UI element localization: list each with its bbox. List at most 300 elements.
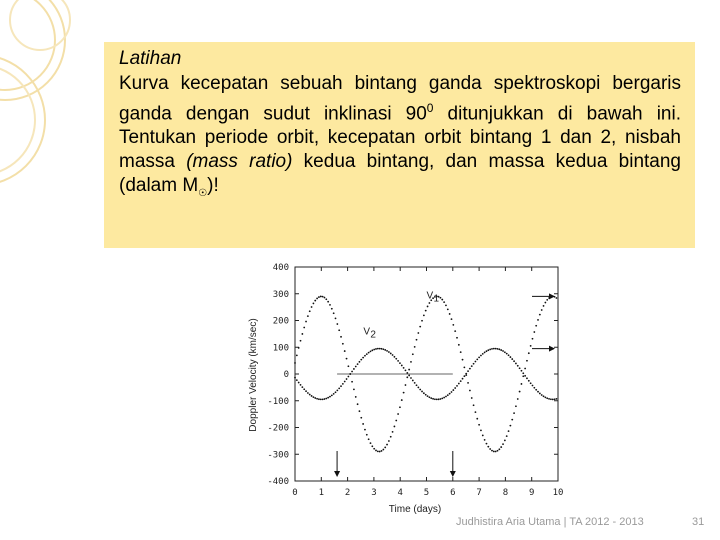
series-point-v2	[322, 398, 324, 400]
series-point-v2	[298, 382, 300, 384]
series-point-v1	[359, 410, 361, 412]
series-point-v2	[449, 393, 451, 395]
degree-superscript: 0	[426, 101, 434, 115]
series-point-v2	[476, 358, 478, 360]
series-point-v1	[381, 450, 383, 452]
series-point-v1	[458, 344, 460, 346]
series-point-v2	[552, 399, 554, 401]
exercise-title: Latihan	[119, 48, 182, 69]
series-point-v2	[408, 375, 410, 377]
series-point-v2	[482, 353, 484, 355]
series-point-v1	[412, 353, 414, 355]
series-point-v1	[351, 381, 353, 383]
series-point-v2	[436, 399, 438, 401]
series-point-v2	[368, 352, 370, 354]
series-point-v2	[445, 396, 447, 398]
series-point-v1	[320, 296, 322, 298]
series-point-v1	[427, 306, 429, 308]
series-point-v1	[399, 406, 401, 408]
series-point-v2	[399, 362, 401, 364]
y-tick-label: -300	[267, 450, 289, 461]
series-point-v2	[362, 357, 364, 359]
series-point-v2	[480, 355, 482, 357]
series-point-v2	[521, 370, 523, 372]
series-point-v1	[314, 300, 316, 302]
series-point-v1	[495, 451, 497, 453]
series-point-v1	[384, 447, 386, 449]
series-point-v1	[329, 304, 331, 306]
series-point-v1	[392, 431, 394, 433]
series-point-v2	[401, 365, 403, 367]
series-point-v1	[335, 317, 337, 319]
y-tick-label: 100	[272, 343, 289, 354]
series-point-v2	[355, 366, 357, 368]
series-point-v1	[509, 425, 511, 427]
series-point-v1	[375, 450, 377, 452]
series-point-v1	[498, 448, 500, 450]
series-label-v2: V	[363, 326, 371, 338]
series-point-v2	[320, 399, 322, 401]
series-point-v1	[313, 303, 315, 305]
series-point-v1	[484, 439, 486, 441]
series-point-v1	[526, 360, 528, 362]
series-point-v1	[491, 450, 493, 452]
series-point-v1	[357, 403, 359, 405]
series-point-v2	[311, 395, 313, 397]
series-point-v1	[405, 384, 407, 386]
series-point-v1	[451, 318, 453, 320]
series-point-v2	[305, 390, 307, 392]
series-point-v2	[414, 382, 416, 384]
series-point-v1	[322, 296, 324, 298]
series-point-v2	[333, 393, 335, 395]
series-point-v2	[382, 348, 384, 350]
y-tick-label: 0	[283, 370, 289, 380]
series-point-v1	[425, 310, 427, 312]
series-point-v2	[524, 375, 526, 377]
series-point-v2	[423, 392, 425, 394]
series-point-v2	[487, 349, 489, 351]
series-point-v2	[394, 356, 396, 358]
decorative-rings	[0, 0, 100, 200]
x-tick-label: 7	[476, 488, 482, 498]
series-point-v2	[495, 348, 497, 350]
series-point-v2	[500, 349, 502, 351]
series-point-v2	[405, 369, 407, 371]
x-tick-label: 4	[397, 488, 403, 498]
series-point-v2	[347, 376, 349, 378]
series-point-v1	[443, 301, 445, 303]
series-point-v1	[533, 331, 535, 333]
series-point-v2	[421, 391, 423, 393]
series-point-v1	[421, 320, 423, 322]
series-point-v2	[511, 358, 513, 360]
series-point-v1	[504, 440, 506, 442]
exercise-text-part1: Kurva kecepatan sebuah bintang ganda spektroskopi bergaris ganda dengan sudut inklinasi 90	[119, 73, 681, 125]
series-point-v1	[416, 339, 418, 341]
x-tick-label: 2	[344, 488, 351, 498]
series-point-v2	[546, 397, 548, 399]
series-point-v2	[379, 348, 381, 350]
series-point-v1	[528, 352, 530, 354]
series-point-v2	[386, 350, 388, 352]
series-point-v2	[377, 348, 379, 350]
exercise-callout	[104, 42, 695, 248]
series-label-v1: V	[426, 290, 434, 302]
series-point-v1	[309, 310, 311, 312]
y-tick-label: 300	[272, 289, 289, 300]
series-point-v2	[432, 398, 434, 400]
series-point-v1	[353, 389, 355, 391]
series-point-v2	[478, 356, 480, 358]
series-point-v1	[445, 304, 447, 306]
series-point-v1	[521, 383, 523, 385]
series-point-v1	[403, 392, 405, 394]
arrow-right-head	[549, 346, 555, 352]
exercise-text	[119, 72, 681, 206]
series-point-v1	[340, 336, 342, 338]
series-point-v2	[416, 384, 418, 386]
series-point-v2	[533, 387, 535, 389]
series-point-v1	[301, 333, 303, 335]
series-point-v1	[338, 329, 340, 331]
series-point-v1	[303, 327, 305, 329]
series-point-v2	[300, 384, 302, 386]
series-point-v2	[340, 385, 342, 387]
series-point-v2	[509, 356, 511, 358]
series-point-v1	[336, 323, 338, 325]
series-point-v2	[342, 383, 344, 385]
series-point-v2	[434, 398, 436, 400]
series-point-v2	[460, 380, 462, 382]
series-point-v2	[316, 398, 318, 400]
series-point-v1	[300, 340, 302, 342]
series-point-v1	[347, 365, 349, 367]
x-axis-label: Time (days)	[388, 504, 442, 515]
series-point-v1	[305, 321, 307, 323]
x-tick-label: 1	[318, 488, 325, 498]
series-point-v2	[504, 351, 506, 353]
series-point-v2	[336, 389, 338, 391]
series-point-v2	[307, 392, 309, 394]
series-point-v2	[530, 382, 532, 384]
series-point-v1	[469, 390, 471, 392]
series-point-v1	[467, 382, 469, 384]
series-point-v1	[482, 435, 484, 437]
series-point-v1	[333, 312, 335, 314]
series-point-v2	[346, 378, 348, 380]
mass-ratio-italic: (mass ratio)	[186, 151, 293, 173]
series-point-v1	[447, 308, 449, 310]
series-subscript-v2: 2	[370, 329, 376, 341]
series-point-v1	[373, 448, 375, 450]
series-point-v2	[406, 372, 408, 374]
series-point-v2	[554, 398, 556, 400]
series-point-v2	[473, 363, 475, 365]
series-point-v2	[452, 389, 454, 391]
series-point-v1	[342, 343, 344, 345]
series-point-v2	[359, 361, 361, 363]
series-point-v1	[414, 346, 416, 348]
series-point-v2	[497, 348, 499, 350]
series-point-v1	[456, 337, 458, 339]
series-point-v1	[366, 434, 368, 436]
series-point-v1	[522, 375, 524, 377]
series-point-v1	[502, 443, 504, 445]
series-point-v1	[401, 399, 403, 401]
series-point-v2	[489, 349, 491, 351]
series-point-v2	[430, 397, 432, 399]
series-point-v2	[543, 395, 545, 397]
series-point-v2	[484, 352, 486, 354]
series-point-v1	[388, 440, 390, 442]
series-point-v2	[371, 349, 373, 351]
series-point-v2	[508, 354, 510, 356]
solar-mass-subscript: ☉	[198, 188, 208, 200]
series-point-v1	[360, 417, 362, 419]
footer-credit: Judhistira Aria Utama | TA 2012 - 2013	[456, 516, 644, 528]
series-point-v1	[397, 413, 399, 415]
series-point-v1	[364, 429, 366, 431]
series-point-v2	[550, 398, 552, 400]
arrow-right-head	[549, 293, 555, 299]
series-point-v2	[506, 353, 508, 355]
series-point-v1	[386, 444, 388, 446]
series-point-v2	[535, 389, 537, 391]
series-point-v2	[364, 355, 366, 357]
series-point-v2	[440, 398, 442, 400]
slide-number: 31	[692, 516, 705, 528]
x-tick-label: 5	[423, 488, 430, 498]
series-point-v1	[382, 449, 384, 451]
series-point-v2	[451, 391, 453, 393]
series-point-v2	[469, 368, 471, 370]
series-point-v2	[537, 391, 539, 393]
series-point-v2	[465, 373, 467, 375]
series-point-v1	[294, 362, 296, 364]
series-point-v2	[325, 398, 327, 400]
series-point-v1	[370, 442, 372, 444]
series-point-v1	[394, 426, 396, 428]
y-tick-label: 200	[272, 316, 289, 327]
series-point-v2	[338, 387, 340, 389]
series-point-v1	[519, 391, 521, 393]
series-point-v1	[460, 351, 462, 353]
series-point-v1	[471, 397, 473, 399]
series-point-v1	[298, 347, 300, 349]
x-tick-label: 3	[371, 488, 377, 498]
series-point-v1	[480, 429, 482, 431]
series-point-v2	[318, 398, 320, 400]
series-point-v2	[375, 348, 377, 350]
x-tick-label: 9	[528, 488, 535, 498]
series-point-v2	[548, 398, 550, 400]
series-point-v2	[344, 381, 346, 383]
series-point-v2	[351, 371, 353, 373]
series-point-v1	[524, 368, 526, 370]
series-point-v2	[427, 395, 429, 397]
series-point-v2	[454, 387, 456, 389]
series-point-v2	[528, 380, 530, 382]
series-point-v1	[423, 314, 425, 316]
arrow-down-head	[450, 471, 456, 477]
series-point-v2	[301, 386, 303, 388]
series-point-v1	[508, 430, 510, 432]
series-point-v1	[331, 308, 333, 310]
series-point-v1	[486, 443, 488, 445]
series-point-v1	[513, 412, 515, 414]
series-point-v1	[355, 396, 357, 398]
y-tick-label: -400	[267, 477, 289, 487]
series-point-v2	[498, 348, 500, 350]
exercise-text-part2: ditunjukkan di bawah ini. Tentukan periode orbit, kecepatan orbit bintang 1 dan 2, nisbah massa	[119, 103, 681, 173]
series-point-v2	[395, 358, 397, 360]
series-point-v1	[543, 305, 545, 307]
series-point-v2	[309, 394, 311, 396]
series-point-v1	[449, 313, 451, 315]
series-point-v2	[412, 380, 414, 382]
series-point-v2	[526, 377, 528, 379]
series-point-v2	[517, 365, 519, 367]
series-point-v2	[425, 394, 427, 396]
series-point-v1	[454, 330, 456, 332]
x-tick-label: 8	[502, 488, 509, 498]
y-tick-label: 400	[272, 263, 289, 273]
series-point-v1	[497, 450, 499, 452]
series-point-v2	[502, 350, 504, 352]
series-point-v1	[544, 302, 546, 304]
series-point-v1	[452, 324, 454, 326]
series-point-v1	[377, 450, 379, 452]
series-point-v1	[417, 332, 419, 334]
series-point-v1	[539, 314, 541, 316]
series-point-v1	[517, 398, 519, 400]
series-point-v2	[515, 363, 517, 365]
series-point-v2	[349, 373, 351, 375]
series-point-v2	[390, 353, 392, 355]
series-point-v2	[335, 391, 337, 393]
series-point-v1	[463, 366, 465, 368]
series-point-v2	[417, 387, 419, 389]
series-point-v2	[294, 377, 296, 379]
series-point-v2	[366, 353, 368, 355]
series-point-v2	[539, 393, 541, 395]
series-point-v2	[329, 396, 331, 398]
series-point-v1	[530, 345, 532, 347]
series-point-v1	[296, 354, 298, 356]
series-point-v2	[456, 385, 458, 387]
series-point-v1	[307, 315, 309, 317]
series-point-v2	[360, 359, 362, 361]
series-point-v2	[475, 361, 477, 363]
series-point-v2	[541, 394, 543, 396]
series-point-v1	[390, 436, 392, 438]
series-point-v1	[362, 423, 364, 425]
series-point-v1	[515, 405, 517, 407]
series-point-v2	[303, 388, 305, 390]
series-point-v1	[535, 325, 537, 327]
series-point-v1	[493, 451, 495, 453]
series-point-v1	[395, 420, 397, 422]
series-point-v1	[318, 296, 320, 298]
series-point-v1	[487, 446, 489, 448]
series-point-v2	[381, 348, 383, 350]
series-subscript-v1: 1	[433, 293, 440, 305]
series-point-v1	[410, 361, 412, 363]
series-point-v1	[311, 306, 313, 308]
series-point-v1	[440, 297, 442, 299]
series-point-v1	[511, 419, 513, 421]
series-point-v1	[478, 424, 480, 426]
series-point-v2	[392, 354, 394, 356]
series-point-v1	[371, 445, 373, 447]
exercise-text-part3: kedua bintang, dan massa kedua bintang (dalam M	[119, 151, 681, 197]
series-point-v2	[513, 360, 515, 362]
x-tick-label: 6	[450, 488, 456, 498]
series-point-v1	[475, 411, 477, 413]
series-point-v2	[463, 375, 465, 377]
series-point-v2	[357, 363, 359, 365]
series-point-v2	[522, 372, 524, 374]
series-point-v1	[506, 435, 508, 437]
series-point-v1	[476, 418, 478, 420]
series-point-v1	[489, 448, 491, 450]
exercise-text-part4: )!	[207, 175, 219, 197]
series-point-v1	[325, 298, 327, 300]
series-point-v1	[556, 297, 558, 299]
series-point-v2	[403, 367, 405, 369]
series-point-v2	[458, 383, 460, 385]
series-point-v1	[419, 326, 421, 328]
series-point-v1	[406, 376, 408, 378]
series-point-v1	[541, 309, 543, 311]
series-point-v2	[532, 385, 534, 387]
series-point-v2	[441, 397, 443, 399]
arrow-down-head	[334, 471, 340, 477]
series-point-v2	[384, 349, 386, 351]
series-point-v2	[519, 367, 521, 369]
series-point-v2	[544, 397, 546, 399]
series-point-v1	[379, 451, 381, 453]
series-point-v2	[556, 398, 558, 400]
series-point-v1	[462, 359, 464, 361]
y-tick-label: -100	[267, 396, 289, 407]
series-point-v2	[447, 394, 449, 396]
series-point-v2	[314, 397, 316, 399]
series-point-v2	[353, 368, 355, 370]
series-point-v2	[331, 394, 333, 396]
series-point-v1	[500, 446, 502, 448]
series-point-v2	[397, 360, 399, 362]
series-point-v1	[532, 338, 534, 340]
series-point-v1	[428, 302, 430, 304]
x-tick-label: 0	[292, 488, 298, 498]
series-point-v1	[316, 298, 318, 300]
series-point-v2	[471, 365, 473, 367]
x-tick-label: 10	[552, 488, 564, 498]
series-point-v1	[473, 404, 475, 406]
series-point-v2	[313, 396, 315, 398]
series-point-v1	[324, 297, 326, 299]
series-point-v2	[438, 398, 440, 400]
series-point-v1	[368, 438, 370, 440]
series-point-v1	[441, 299, 443, 301]
series-point-v2	[491, 348, 493, 350]
series-point-v2	[486, 350, 488, 352]
series-point-v1	[327, 301, 329, 303]
series-point-v2	[443, 397, 445, 399]
series-point-v1	[344, 350, 346, 352]
